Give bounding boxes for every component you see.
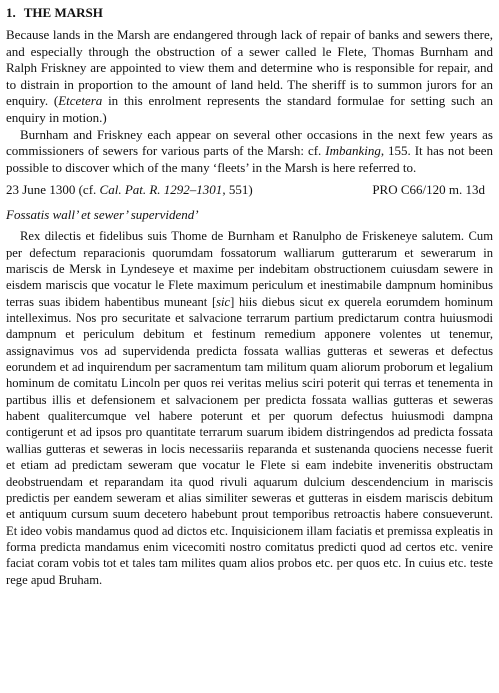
date-and-calendar-reference: [6, 182, 253, 198]
section-title: THE MARSH: [23, 5, 103, 20]
intro-p1-text: Because lands in the Marsh are endangered through lack of repair of banks and sewers there, and especially through the obstruction of a sewer called le Flete, Thomas Burnham and Ralph Friskney are appointed to view them and determine who is responsible for repair, and to distrain in proportion to the amount of land held. The sheriff is to summon jurors for an enquiry. (: [6, 27, 493, 109]
intro-p1-tail: in this enrolment represents the standard formulae for setting such an enquiry in motion.): [6, 93, 493, 125]
intro-p2-italic: Imbanking: [325, 143, 381, 159]
archive-reference: PRO C66/120 m. 13d: [372, 182, 485, 198]
intro-p2-text: Burnham and Friskney each appear on several other occasions in the next few years as commissioners of sewers for various parts of the Marsh: cf.: [6, 126, 493, 159]
calendar-ref-prefix: (cf.: [75, 182, 100, 198]
intro-p1-italic: Etcetera: [58, 93, 103, 109]
latin-text-part-2: ] hiis diebus sicut ex querela eorumdem hominum intelleximus. Nos pro securitate et salvacione terrarum partium predictarum contra huiusmodi dampnum et periculum debitum et festinum remedium apponere volentes ut tenemur, assignavimus vos ad supervidenda predicta fossata wallias gutteras et seweras et defectus eorundem et ad inquirendum per sacramentum tam militum quam aliorum proborum et legalium hominum de comitatu Lincoln per quos rei veritas melius sciri poterit qui terras et tenementa in partibus illis et defensionem et salvacionem per predicta fossata wallias gutteras et seweras habent qualitercumque vel habere poterunt et per quorum defectus huiusmodi dampna contigerunt et ad ipsos pro quantitate terrarum suarum ibidem distringendos ad predicta fossata wallias gutteras et seweras in locis necessariis reparanda et sustenanda quociens necesse fuerit et etiam ad predictam seweram que vocatur le Flete si eam indebite inveneritis obstructam deobstruendam et reparandam ita quod rivuli aquarum dulcium descendencium in mariscis predictis per eandem seweram et alias similiter seweras et gutteras in eisdem mariscis debitum et antiquum cursum suum decetero habebunt prout temporibus retroactis habere consueverunt. Et ideo vobis mandamus quod ad dictos etc. Inquisicionem illam faciatis et premissa expleatis in forma predicta mandamus enim vicecomiti nostro comitatus predicti quod ad certos etc. venire faciat coram vobis tot et tales tam milites quam alios probos etc. per quos etc. In cuius etc. teste rege apud Bruham.: [6, 294, 494, 587]
section-heading: [6, 5, 493, 21]
latin-text-part-1: Rex dilectis et fidelibus suis Thome de Burnham et Ranulpho de Friskeneye salutem. Cum per defectum reparacionis quorumdam fossatorum walliarum gutterarum et sewerarum in mariscis de Mersk in Lyndeseye et maxime per indebitam obstructionem cuiusdam sewere in eisdem mariscis que vocatur le Flete maximum periculum et inestimabile dampnum hominibus terras suas ibidem habentibus muneant [: [6, 229, 493, 309]
calendar-ref-title: Cal. Pat. R. 1292–1301: [99, 182, 223, 198]
dateline: [6, 182, 485, 198]
section-number: 1.: [6, 5, 16, 20]
latin-text: [6, 228, 493, 588]
calendar-ref-suffix: , 551): [222, 182, 253, 198]
sic-marker: sic: [216, 294, 231, 309]
editorial-introduction: [6, 27, 493, 176]
intro-paragraph-1: [6, 27, 493, 127]
intro-p2-tail: , 155. It has not been possible to discover which of the many ‘fleets’ in the Marsh is here referred to.: [6, 143, 493, 175]
document-date: 23 June 1300: [6, 182, 76, 198]
intro-paragraph-2: [6, 127, 493, 177]
latin-rubric: Fossatis wall’ et sewer’ supervidend’: [6, 207, 199, 223]
